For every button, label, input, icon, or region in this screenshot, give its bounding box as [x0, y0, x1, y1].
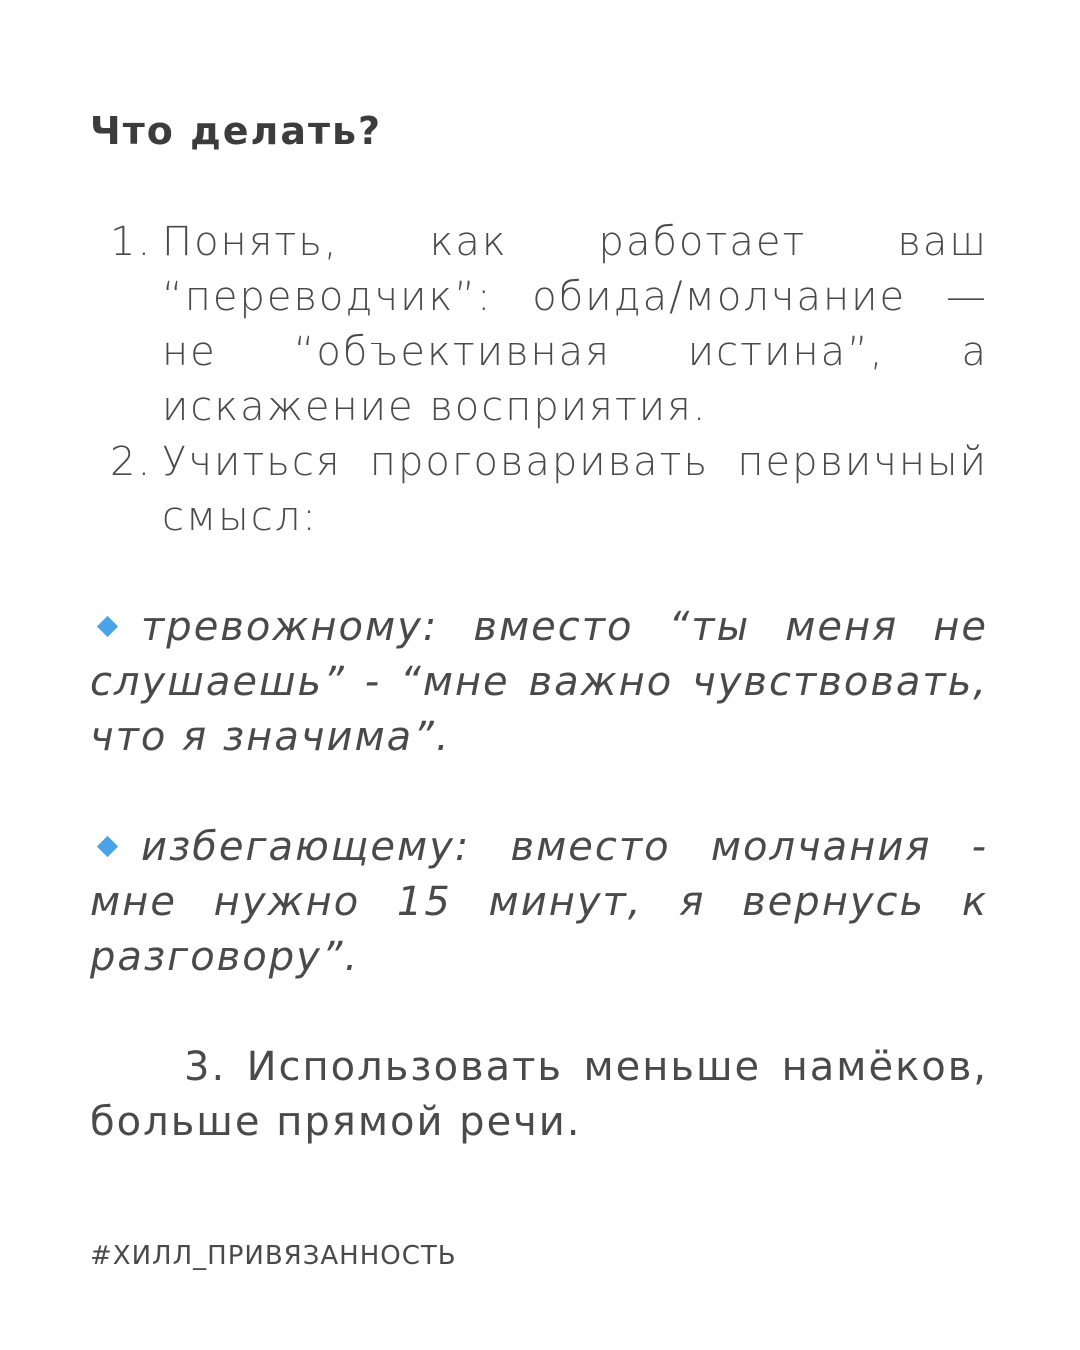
list-item-2 [110, 435, 988, 545]
bullet-avoidant [90, 820, 988, 985]
diamond-icon [97, 615, 118, 636]
page-title: Что делать? [90, 109, 383, 153]
list-item-1 [110, 215, 988, 435]
bullet-anxious [90, 600, 988, 765]
list-text: Понять, как работает ваш “переводчик”: обида/молчание — не “объективная истина”, а искажение восприятия. [162, 219, 988, 430]
hashtag: #ХИЛЛ_ПРИВЯЗАННОСТЬ [90, 1241, 457, 1271]
list-text: Учиться проговаривать первичный смысл: [162, 439, 988, 540]
list-number: 2. [110, 439, 153, 485]
diamond-icon [97, 835, 118, 856]
list-number: 1. [110, 219, 153, 265]
list-item-3: 3. Использовать меньше намёков, больше прямой речи. [90, 1044, 988, 1145]
bullet-text: избегающему: вместо молчания - мне нужно 15 минут, я вернусь к разговору”. [90, 824, 988, 980]
bullet-text: тревожному: вместо “ты меня не слушаешь” - “мне важно чувствовать, что я значима”. [90, 604, 988, 760]
